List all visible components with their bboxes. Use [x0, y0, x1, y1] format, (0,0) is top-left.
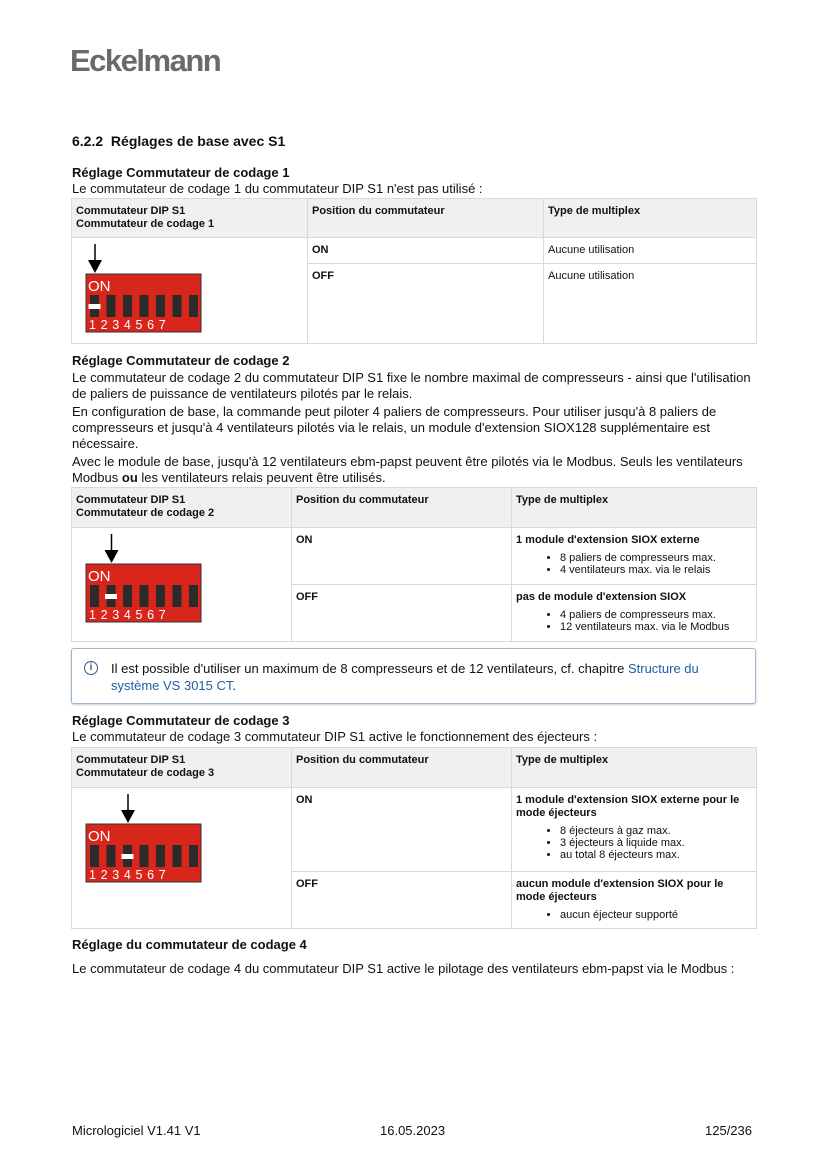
table-row-type: Aucune utilisation	[544, 264, 757, 344]
table-row-type: 1 module d'extension SIOX externe pour le mode éjecteurs • 8 éjecteurs à gaz max. • 3 éjecteurs à liquide max. • au total 8 éjecteurs max.	[512, 788, 757, 872]
dip-lever	[123, 295, 132, 317]
note-text: Il est possible d'utiliser un maximum de 8 compresseurs et de 12 ventilateurs, cf. chapitre Structure du système VS 3015 CT.	[111, 661, 699, 693]
header-dip-switch: Commutateur DIP S1 Commutateur de codage 3	[72, 748, 292, 788]
switch2-table	[71, 487, 757, 642]
dip-lever	[156, 845, 165, 867]
dip-switch-cell	[72, 788, 292, 929]
switch4-title: Réglage du commutateur de codage 4	[72, 937, 307, 952]
dip-lever	[173, 585, 182, 607]
dip-lever	[173, 845, 182, 867]
svg-text:ON: ON	[88, 828, 111, 845]
dip-lever	[107, 295, 116, 317]
dip-lever	[90, 845, 99, 867]
table-row-type: aucun module d'extension SIOX pour le mode éjecteurs • aucun éjecteur supporté	[512, 872, 757, 929]
svg-text:1 2 3 4 5 6 7: 1 2 3 4 5 6 7	[89, 608, 167, 622]
dip-switch-graphic	[78, 532, 206, 626]
dip-switch-cell	[72, 528, 292, 642]
footer-date: 16.05.2023	[380, 1123, 446, 1138]
dip-lever	[140, 585, 149, 607]
footer-version: Micrologiciel V1.41 V1	[72, 1123, 201, 1138]
table-row-type: Aucune utilisation	[544, 238, 757, 264]
section-title: 6.2.2 Réglages de base avec S1	[72, 133, 286, 149]
structure-link[interactable]: Structure du système VS 3015 CT	[111, 661, 699, 693]
switch1-table	[71, 198, 757, 344]
header-multiplex: Type de multiplex	[544, 199, 757, 238]
dip-lever	[140, 845, 149, 867]
switch2-para-3: Avec le module de base, jusqu'à 12 ventilateurs ebm-papst peuvent être pilotés via le Modbus. Seuls les ventilateurs Modbus ou les ventilateurs relais peuvent être utilisés.	[72, 454, 743, 485]
dip-lever	[189, 295, 198, 317]
table-row-position: OFF	[292, 872, 512, 929]
dip-lever-knob	[89, 304, 101, 309]
dip-lever-knob	[105, 594, 117, 599]
header-dip-switch: Commutateur DIP S1 Commutateur de codage 1	[72, 199, 308, 238]
table-row-position: ON	[292, 528, 512, 585]
switch3-title: Réglage Commutateur de codage 3	[72, 713, 290, 728]
dip-lever	[189, 585, 198, 607]
switch2-para-2: En configuration de base, la commande peut piloter 4 paliers de compresseurs. Pour utiliser jusqu'à 8 paliers de compresseurs et jusqu'à 4 ventilateurs pilotés via le relais, un module d'extension SIOX128 supplémentaire est nécessaire.	[72, 404, 717, 451]
dip-lever	[156, 295, 165, 317]
eckelmann-logo: Eckelmann	[70, 43, 221, 78]
header-dip-switch: Commutateur DIP S1 Commutateur de codage 2	[72, 488, 292, 528]
dip-switch-cell	[72, 238, 308, 344]
dip-lever	[173, 295, 182, 317]
table-row-type: 1 module d'extension SIOX externe • 8 paliers de compresseurs max. • 4 ventilateurs max. via le relais	[512, 528, 757, 585]
switch3-table	[71, 747, 757, 929]
svg-text:1 2 3 4 5 6 7: 1 2 3 4 5 6 7	[89, 318, 167, 332]
dip-lever	[107, 845, 116, 867]
table-row-type: pas de module d'extension SIOX • 4 paliers de compresseurs max. • 12 ventilateurs max. via le Modbus	[512, 585, 757, 642]
table-row-position: ON	[308, 238, 544, 264]
dip-lever	[123, 585, 132, 607]
table-row-position: OFF	[308, 264, 544, 344]
switch4-intro: Le commutateur de codage 4 du commutateur DIP S1 active le pilotage des ventilateurs ebm-papst via le Modbus :	[72, 961, 735, 976]
svg-text:ON: ON	[88, 278, 111, 295]
info-icon: i	[84, 661, 98, 675]
header-multiplex: Type de multiplex	[512, 488, 757, 528]
dip-lever	[189, 845, 198, 867]
svg-text:1 2 3 4 5 6 7: 1 2 3 4 5 6 7	[89, 868, 167, 882]
svg-text:ON: ON	[88, 568, 111, 585]
header-position: Position du commutateur	[308, 199, 544, 238]
dip-lever	[140, 295, 149, 317]
switch2-title: Réglage Commutateur de codage 2	[72, 353, 290, 368]
header-position: Position du commutateur	[292, 748, 512, 788]
switch2-para-1: Le commutateur de codage 2 du commutateur DIP S1 fixe le nombre maximal de compresseurs - ainsi que l'utilisation de paliers de puissance de ventilateurs pilotés par le relais.	[72, 370, 751, 401]
switch1-intro: Le commutateur de codage 1 du commutateur DIP S1 n'est pas utilisé :	[72, 181, 483, 196]
dip-lever	[90, 585, 99, 607]
switch1-title: Réglage Commutateur de codage 1	[72, 165, 290, 180]
info-note	[71, 648, 756, 704]
dip-switch-graphic	[78, 242, 206, 336]
table-row-position: OFF	[292, 585, 512, 642]
dip-lever-knob	[122, 854, 134, 859]
dip-lever	[156, 585, 165, 607]
switch3-intro: Le commutateur de codage 3 commutateur DIP S1 active le fonctionnement des éjecteurs :	[72, 729, 598, 744]
footer-page-number: 125/236	[705, 1123, 752, 1138]
table-row-position: ON	[292, 788, 512, 872]
header-position: Position du commutateur	[292, 488, 512, 528]
header-multiplex: Type de multiplex	[512, 748, 757, 788]
dip-switch-graphic	[78, 792, 206, 886]
